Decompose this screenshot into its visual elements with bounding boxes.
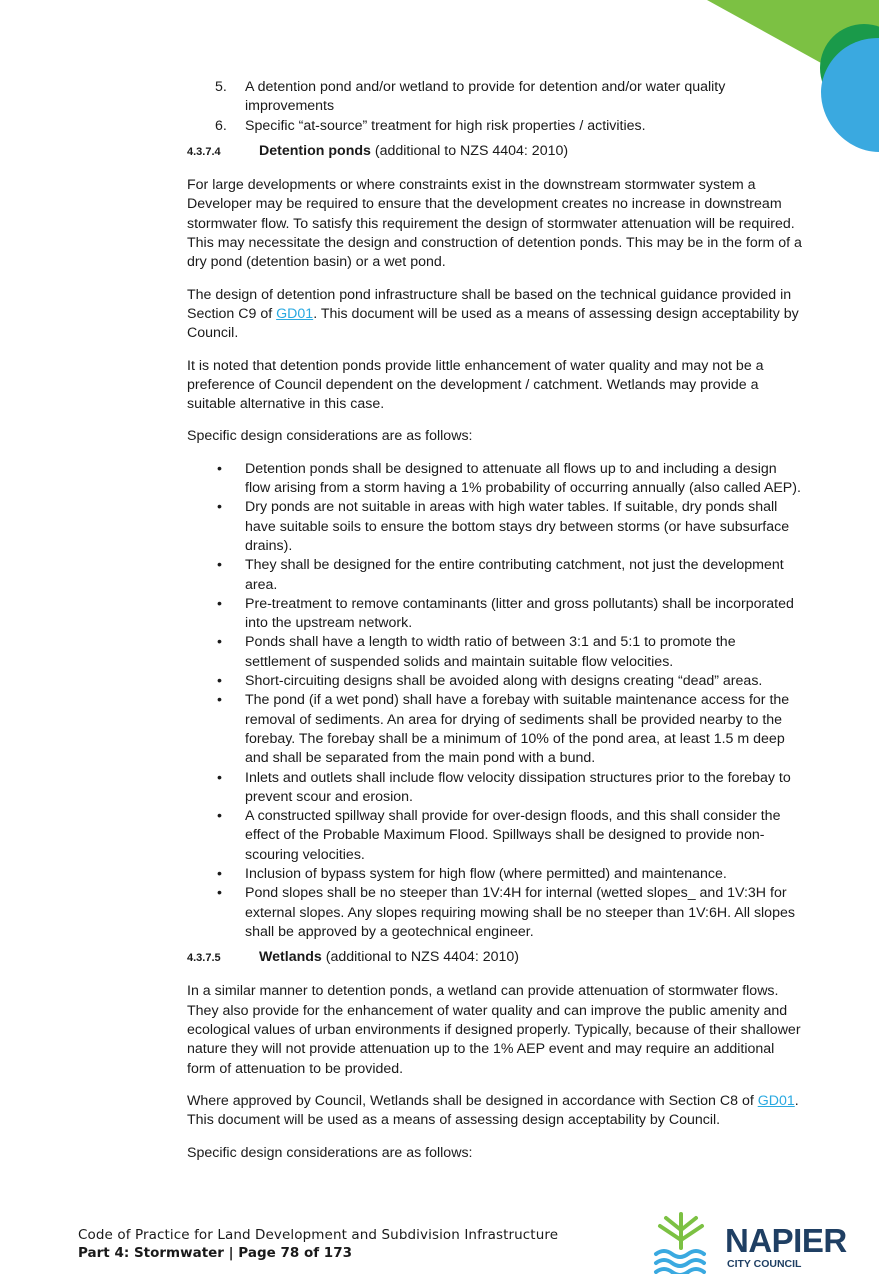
bullet-list (187, 460, 802, 942)
list-item: • Pre-treatment to remove contaminants (litter and gross pollutants) shall be incorporated into the upstream network. (217, 595, 794, 632)
gd01-link[interactable]: GD01 (757, 1092, 795, 1109)
gd01-link[interactable]: GD01 (276, 305, 314, 322)
bullet-icon: • (217, 557, 222, 574)
list-item: • They shall be designed for the entire contributing catchment, not just the development area. (217, 557, 784, 593)
bullet-icon: • (217, 595, 222, 612)
document-body (187, 78, 802, 1176)
footer-title: Code of Practice for Land Development and Subdivision Infrastructure (78, 1227, 559, 1243)
paragraph: It is noted that detention ponds provide little enhancement of water quality and may not be a preference of Council dependent on the development / catchment. Wetlands may provide a suitable alternative in this case. (187, 357, 764, 413)
bullet-icon: • (217, 692, 222, 709)
section-suffix: (additional to NZS 4404: 2010) (370, 142, 569, 159)
list-item: • Pond slopes shall be no steeper than 1V:4H for internal (wetted slopes_ and 1V:3H for external slopes. Any slopes requiring mowing shall be no steeper than 1V:6H. All slopes shall be approved by a geotechnical engineer. (217, 885, 795, 940)
bullet-icon: • (217, 634, 222, 651)
section-title: Wetlands (259, 949, 322, 966)
bullet-icon: • (217, 499, 222, 516)
paragraph: For large developments or where constraints exist in the downstream stormwater system a Developer may be required to ensure that the development creates no increase in downstream stormwater flow. To satisfy this requirement the design of stormwater attenuation will be required. This may necessitate the design and construction of detention ponds. This may be in the form of a dry pond (detention basin) or a wet pond. (187, 177, 802, 271)
paragraph: The design of detention pond infrastructure shall be based on the technical guidance provided in Section C9 of GD01. This document will be used as a means of assessing design acceptability by Council. (187, 286, 799, 342)
footer-page-info: Part 4: Stormwater | Page 78 of 173 (78, 1245, 352, 1261)
page-footer (78, 1226, 558, 1262)
bullet-icon: • (217, 885, 222, 902)
list-item: 5. A detention pond and/or wetland to provide for detention and/or water quality improvements (215, 79, 726, 115)
list-item: • Inlets and outlets shall include flow velocity dissipation structures prior to the forebay to prevent scour and erosion. (217, 769, 791, 805)
section-number: 4.3.7.4 (187, 145, 221, 158)
list-item: 6. Specific “at-source” treatment for high risk properties / activities. (215, 117, 646, 134)
list-item: • Detention ponds shall be designed to attenuate all flows up to and including a design flow arising from a storm having a 1% probability of occurring annually (also called AEP). (217, 460, 801, 497)
paragraph: Specific design considerations are as follows: (187, 1144, 473, 1161)
list-item: • Short-circuiting designs shall be avoided along with designs creating “dead” areas. (187, 672, 802, 691)
logo-subtitle: CITY COUNCIL (727, 1258, 802, 1270)
napier-logo (650, 1208, 850, 1274)
section-heading-4375 (187, 948, 802, 968)
bullet-icon: • (217, 808, 222, 825)
bullet-icon: • (217, 865, 222, 882)
list-item: • The pond (if a wet pond) shall have a forebay with suitable maintenance access for the removal of sediments. An area for drying of sediments shall be provided nearby to the forebay. The forebay shall be a minimum of 10% of the pond area, at least 1.5 m deep and shall be separated from the main pond with a bund. (217, 692, 790, 767)
bullet-icon: • (217, 769, 222, 786)
bullet-icon: • (217, 673, 222, 690)
section-number: 4.3.7.5 (187, 952, 221, 965)
paragraph: Specific design considerations are as follows: (187, 428, 473, 445)
list-item: • Ponds shall have a length to width ratio of between 3:1 and 5:1 to promote the settlement of suspended solids and maintain suitable flow velocities. (217, 634, 736, 670)
section-heading-4374 (187, 142, 802, 162)
paragraph: In a similar manner to detention ponds, a wetland can provide attenuation of stormwater flows. They also provide for the enhancement of water quality and can improve the public amenity and ecological values of urban environments if designed properly. Typically, because of their shallower nature they will not provide attenuation up to the 1% AEP event and may require an additional form of attenuation to be provided. (187, 983, 801, 1077)
logo-wordmark: NAPIER (725, 1222, 847, 1259)
bullet-icon: • (217, 460, 222, 477)
list-item: • Dry ponds are not suitable in areas with high water tables. If suitable, dry ponds shall have suitable soils to ensure the bottom stays dry between storms (or have subsurface drains). (217, 499, 790, 554)
section-title: Detention ponds (259, 142, 371, 159)
section-suffix: (additional to NZS 4404: 2010) (321, 949, 519, 966)
list-item: • A constructed spillway shall provide for over-design floods, and this shall consider the effect of the Probable Maximum Flood. Spillways shall be designed to provide non-scouring velocities. (217, 808, 781, 863)
paragraph: Where approved by Council, Wetlands shall be designed in accordance with Section C8 of GD01. This document will be used as a means of assessing design acceptability by Council. (187, 1092, 799, 1129)
napier-fern-wave-icon (650, 1208, 716, 1274)
numbered-list (187, 78, 802, 136)
list-item: • Inclusion of bypass system for high flow (where permitted) and maintenance. (187, 865, 802, 884)
